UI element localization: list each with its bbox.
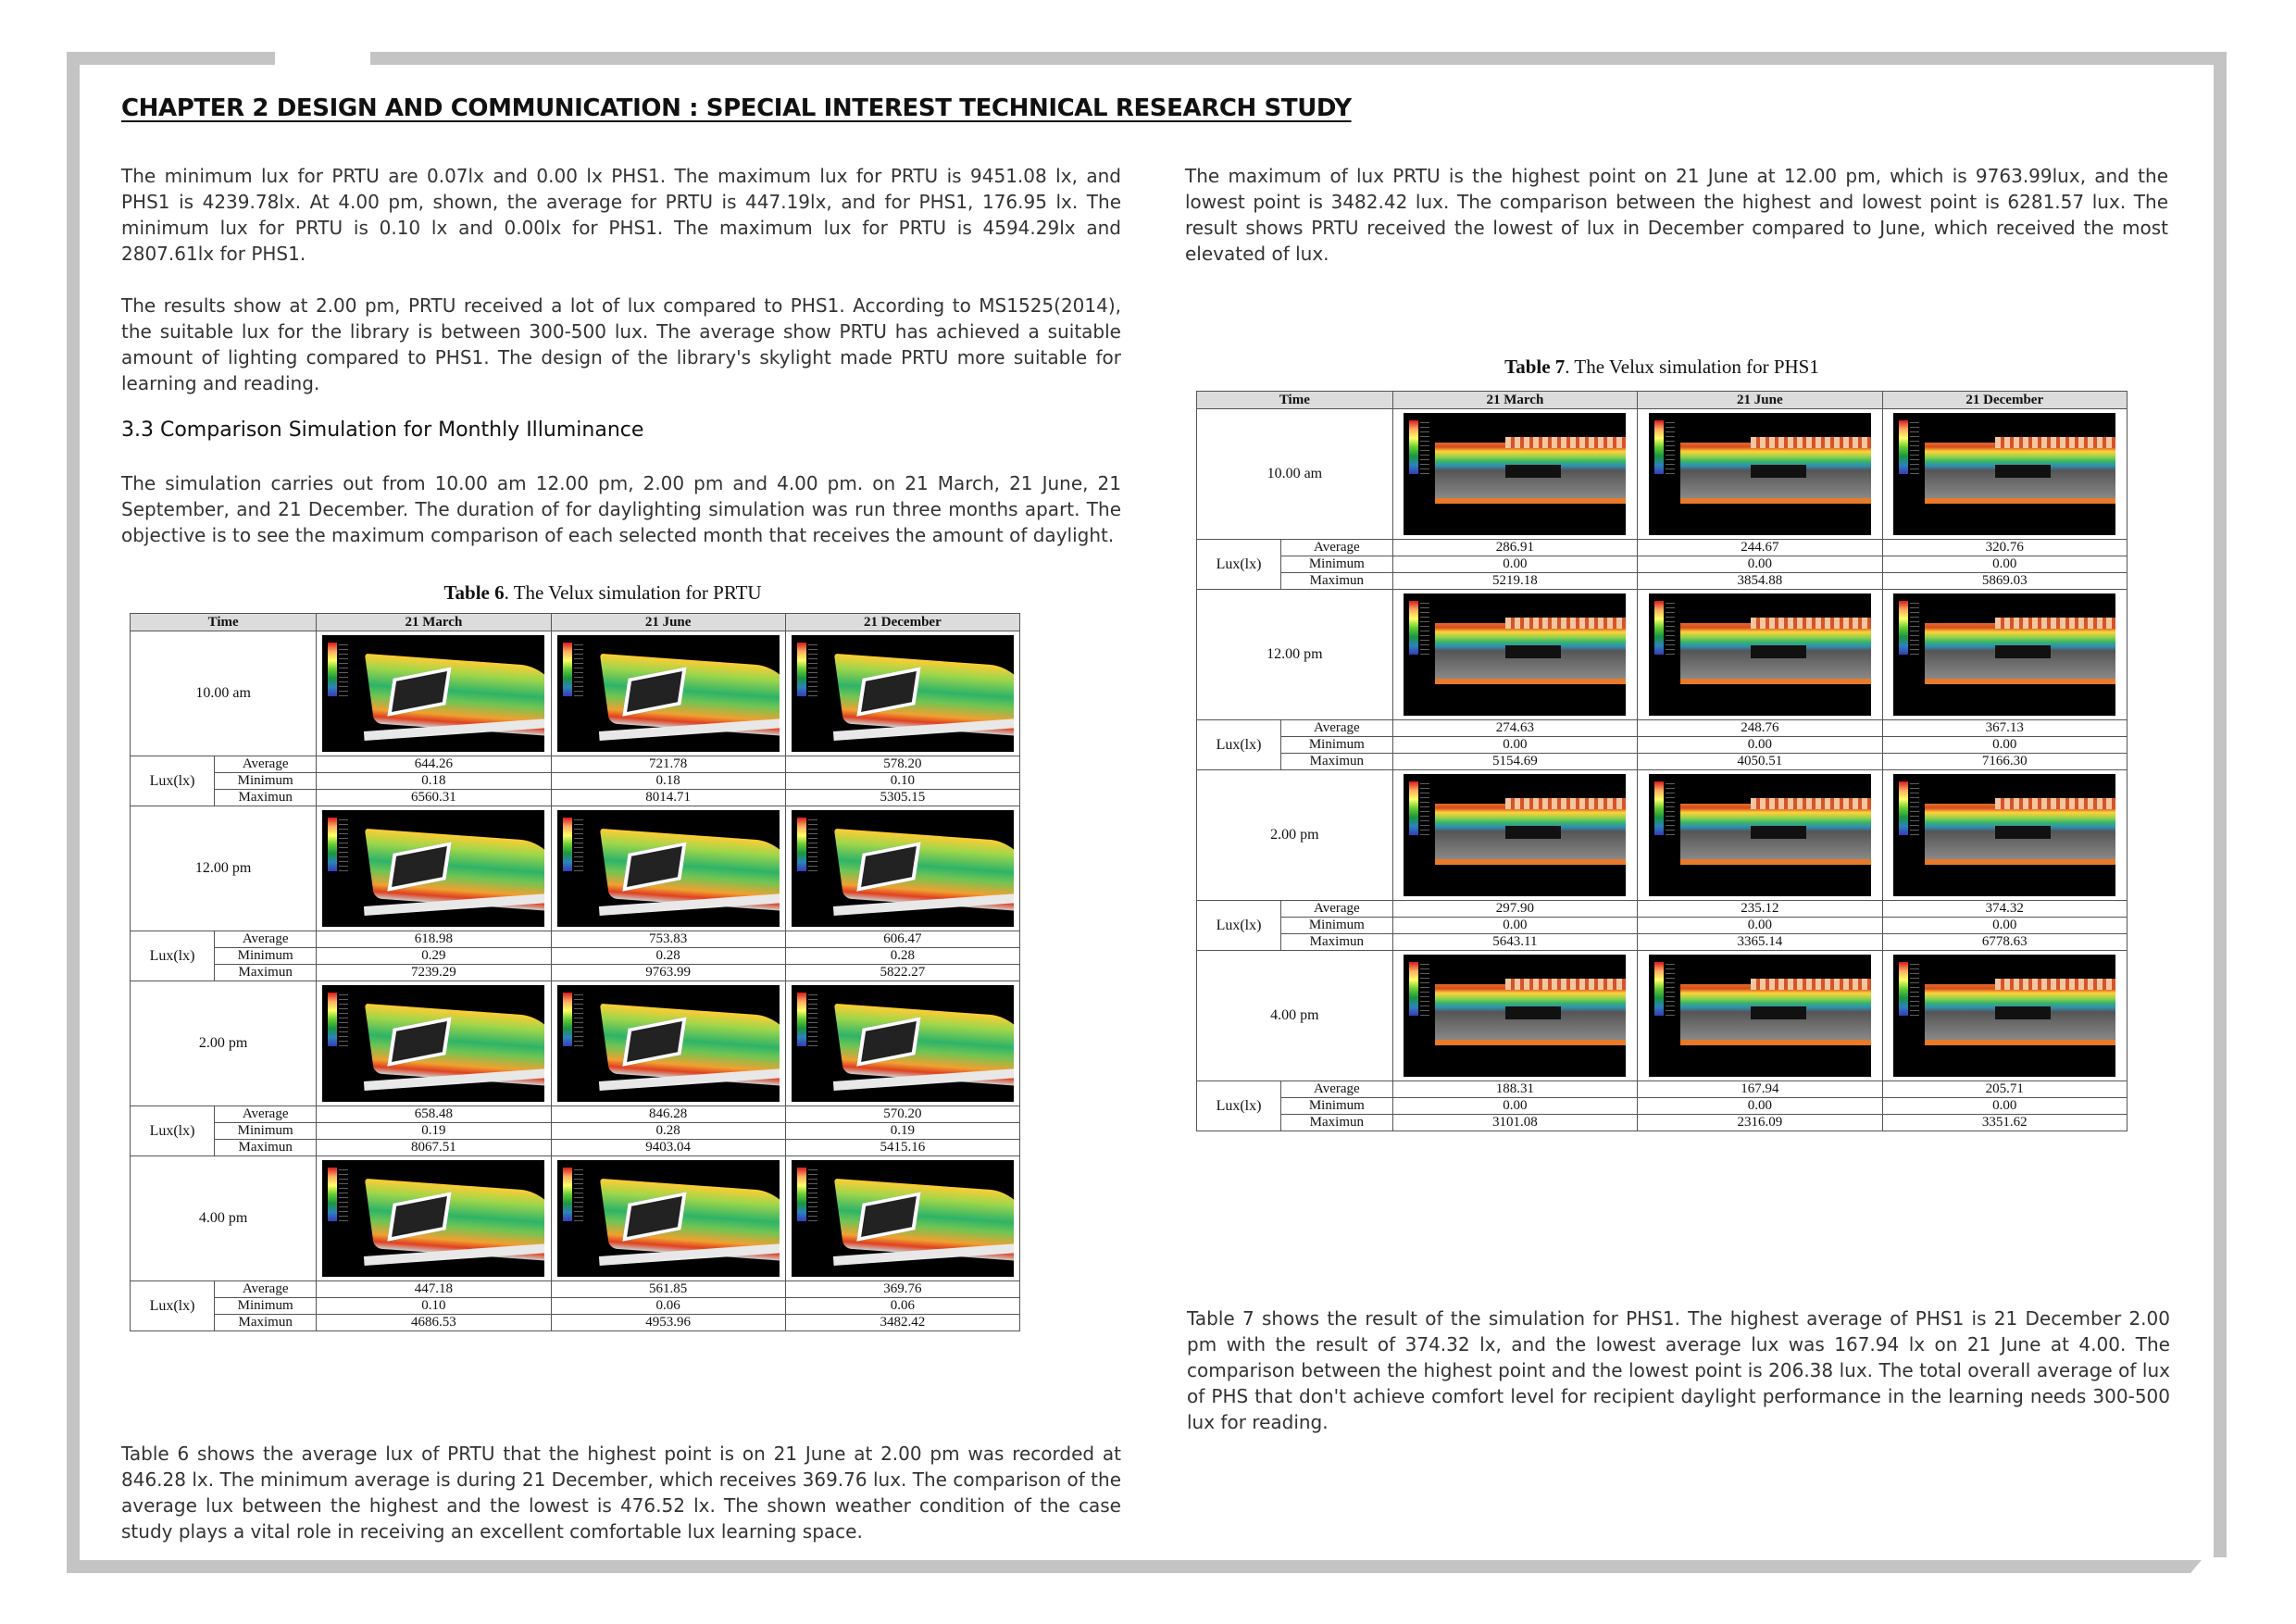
lux-value-cell: 3351.62 xyxy=(1882,1115,2127,1131)
stat-label: Average xyxy=(215,1106,317,1123)
stat-label: Maximun xyxy=(1281,754,1393,770)
time-cell: 12.00 pm xyxy=(131,806,317,931)
time-row xyxy=(1197,770,2128,901)
simulation-image-cell xyxy=(1638,590,1882,720)
lux-value-cell: 320.76 xyxy=(1882,540,2127,556)
table7-caption xyxy=(1196,356,2128,379)
lux-value-cell: 644.26 xyxy=(317,756,551,773)
lux-value-cell: 0.10 xyxy=(785,773,1019,790)
lux-value-cell: 5643.11 xyxy=(1392,934,1637,951)
time-row xyxy=(131,631,1020,756)
lux-value-cell: 447.18 xyxy=(317,1281,551,1298)
stat-row xyxy=(1197,901,2128,918)
time-cell: 2.00 pm xyxy=(131,981,317,1106)
simulation-image-cell xyxy=(1882,590,2127,720)
lux-value-cell: 9763.99 xyxy=(551,965,785,981)
lux-value-cell: 9403.04 xyxy=(551,1140,785,1156)
table6-caption xyxy=(130,581,1076,605)
page-frame-bottom xyxy=(67,1560,2227,1573)
stat-row xyxy=(1197,720,2128,737)
simulation-image-cell xyxy=(785,631,1019,756)
column-header: 21 December xyxy=(1882,392,2127,409)
stat-row xyxy=(131,1123,1020,1140)
page-frame-left xyxy=(67,52,80,1573)
stat-row xyxy=(1197,737,2128,754)
stat-row xyxy=(1197,754,2128,770)
page-frame-right xyxy=(2214,52,2227,1573)
lux-value-cell: 5869.03 xyxy=(1882,573,2127,590)
lux-value-cell: 4953.96 xyxy=(551,1315,785,1331)
column-header: 21 June xyxy=(1638,392,1882,409)
stat-row xyxy=(131,931,1020,948)
lux-value-cell: 2316.09 xyxy=(1638,1115,1882,1131)
simulation-image xyxy=(322,1160,544,1277)
simulation-image xyxy=(322,985,544,1102)
lux-value-cell: 0.00 xyxy=(1392,1098,1637,1115)
simulation-image-cell xyxy=(551,631,785,756)
lux-label: Lux(lx) xyxy=(131,756,215,806)
lux-value-cell: 0.00 xyxy=(1882,1098,2127,1115)
lux-value-cell: 3854.88 xyxy=(1638,573,1882,590)
time-row xyxy=(1197,951,2128,1081)
lux-value-cell: 606.47 xyxy=(785,931,1019,948)
stat-row xyxy=(1197,1081,2128,1098)
table6-caption-text: . The Velux simulation for PRTU xyxy=(504,581,762,604)
column-header: 21 December xyxy=(785,614,1019,631)
column-header: Time xyxy=(131,614,317,631)
stat-row xyxy=(1197,556,2128,573)
stat-row xyxy=(131,1298,1020,1315)
stat-label: Minimum xyxy=(1281,1098,1393,1115)
lux-value-cell: 374.32 xyxy=(1882,901,2127,918)
lux-label: Lux(lx) xyxy=(131,931,215,981)
simulation-image-cell xyxy=(317,631,551,756)
simulation-image-cell xyxy=(1882,409,2127,540)
simulation-image xyxy=(792,810,1014,927)
lux-value-cell: 3365.14 xyxy=(1638,934,1882,951)
lux-value-cell: 0.18 xyxy=(317,773,551,790)
paragraph-simulation: The simulation carries out from 10.00 am 12.00 pm, 2.00 pm and 4.00 pm. on 21 March, 21 June, 21 September, and 21 December. The duration of for daylighting simulation was run three months apart. The objective is to see the maximum comparison of each selected month that receives the amount of daylight. xyxy=(121,472,1121,546)
lux-value-cell: 0.00 xyxy=(1638,556,1882,573)
simulation-image xyxy=(1893,413,2115,535)
simulation-image xyxy=(1649,774,1871,896)
simulation-image-cell xyxy=(785,981,1019,1106)
time-row xyxy=(131,806,1020,931)
simulation-image xyxy=(1893,955,2115,1077)
simulation-image xyxy=(322,635,544,752)
simulation-image xyxy=(1893,774,2115,896)
table7-caption-label: Table 7 xyxy=(1504,356,1566,378)
table7-caption-text: . The Velux simulation for PHS1 xyxy=(1565,356,1819,378)
lux-value-cell: 753.83 xyxy=(551,931,785,948)
column-header: 21 June xyxy=(551,614,785,631)
lux-value-cell: 297.90 xyxy=(1392,901,1637,918)
stat-row xyxy=(1197,1098,2128,1115)
simulation-image-cell xyxy=(551,981,785,1106)
stat-label: Minimum xyxy=(215,773,317,790)
lux-value-cell: 4050.51 xyxy=(1638,754,1882,770)
lux-value-cell: 0.28 xyxy=(785,948,1019,965)
stat-row xyxy=(1197,934,2128,951)
lux-value-cell: 5305.15 xyxy=(785,790,1019,806)
lux-value-cell: 0.28 xyxy=(551,948,785,965)
lux-value-cell: 5154.69 xyxy=(1392,754,1637,770)
simulation-image-cell xyxy=(1392,770,1637,901)
lux-label: Lux(lx) xyxy=(1197,720,1281,770)
simulation-image xyxy=(1404,774,1626,896)
simulation-image xyxy=(1649,593,1871,716)
page-frame-top-right xyxy=(370,52,2227,65)
time-cell: 10.00 am xyxy=(131,631,317,756)
lux-value-cell: 7239.29 xyxy=(317,965,551,981)
stat-label: Maximun xyxy=(1281,934,1393,951)
lux-value-cell: 367.13 xyxy=(1882,720,2127,737)
table6-prtu xyxy=(130,613,1020,1331)
lux-value-cell: 5415.16 xyxy=(785,1140,1019,1156)
simulation-image-cell xyxy=(1392,409,1637,540)
time-cell: 10.00 am xyxy=(1197,409,1393,540)
simulation-image-cell xyxy=(1392,951,1637,1081)
stat-row xyxy=(1197,918,2128,934)
paragraph-table7-summary: Table 7 shows the result of the simulation for PHS1. The highest average of PHS1 is 21 December 2.00 pm with the result of 374.32 lx, and the lowest average lux was 167.94 lx on 21 June at 4.00. The comparison between the highest point and the lowest point is 206.38 lux. The total overall average of lux of PHS that don't achieve comfort level for recipient daylight performance in the learning needs 300-500 lux for reading. xyxy=(1187,1307,2170,1433)
lux-value-cell: 7166.30 xyxy=(1882,754,2127,770)
column-header: 21 March xyxy=(1392,392,1637,409)
table7-phs1 xyxy=(1196,391,2128,1131)
stat-label: Average xyxy=(215,756,317,773)
lux-value-cell: 369.76 xyxy=(785,1281,1019,1298)
stat-row xyxy=(131,790,1020,806)
lux-value-cell: 0.29 xyxy=(317,948,551,965)
lux-value-cell: 235.12 xyxy=(1638,901,1882,918)
simulation-image xyxy=(1893,593,2115,716)
simulation-image-cell xyxy=(1392,590,1637,720)
stat-row xyxy=(131,1140,1020,1156)
page-frame-top-left xyxy=(67,52,275,65)
lux-value-cell: 0.00 xyxy=(1882,737,2127,754)
stat-label: Average xyxy=(1281,1081,1393,1098)
lux-value-cell: 0.00 xyxy=(1882,918,2127,934)
stat-label: Average xyxy=(1281,901,1393,918)
simulation-image-cell xyxy=(551,806,785,931)
chapter-title: CHAPTER 2 DESIGN AND COMMUNICATION : SPECIAL INTEREST TECHNICAL RESEARCH STUDY xyxy=(121,94,1352,122)
time-row xyxy=(1197,409,2128,540)
lux-value-cell: 286.91 xyxy=(1392,540,1637,556)
simulation-image xyxy=(557,985,780,1102)
lux-value-cell: 0.19 xyxy=(785,1123,1019,1140)
lux-value-cell: 5822.27 xyxy=(785,965,1019,981)
lux-value-cell: 0.00 xyxy=(1392,737,1637,754)
simulation-image xyxy=(1404,593,1626,716)
simulation-image-cell xyxy=(1638,409,1882,540)
simulation-image-cell xyxy=(785,1156,1019,1281)
time-cell: 12.00 pm xyxy=(1197,590,1393,720)
lux-value-cell: 3482.42 xyxy=(785,1315,1019,1331)
simulation-image xyxy=(557,810,780,927)
lux-value-cell: 0.00 xyxy=(1638,737,1882,754)
stat-label: Average xyxy=(1281,540,1393,556)
lux-value-cell: 0.00 xyxy=(1882,556,2127,573)
lux-label: Lux(lx) xyxy=(1197,1081,1281,1131)
simulation-image xyxy=(557,635,780,752)
simulation-image-cell xyxy=(317,1156,551,1281)
lux-value-cell: 0.06 xyxy=(785,1298,1019,1315)
simulation-image xyxy=(1649,413,1871,535)
simulation-image-cell xyxy=(317,981,551,1106)
stat-label: Minimum xyxy=(1281,918,1393,934)
stat-row xyxy=(1197,573,2128,590)
time-row xyxy=(131,981,1020,1106)
simulation-image xyxy=(792,635,1014,752)
stat-label: Maximun xyxy=(1281,573,1393,590)
lux-value-cell: 570.20 xyxy=(785,1106,1019,1123)
lux-value-cell: 658.48 xyxy=(317,1106,551,1123)
lux-value-cell: 8067.51 xyxy=(317,1140,551,1156)
stat-label: Minimum xyxy=(215,1123,317,1140)
stat-row xyxy=(131,948,1020,965)
lux-value-cell: 5219.18 xyxy=(1392,573,1637,590)
lux-value-cell: 0.18 xyxy=(551,773,785,790)
lux-value-cell: 188.31 xyxy=(1392,1081,1637,1098)
stat-label: Maximun xyxy=(215,1315,317,1331)
lux-value-cell: 244.67 xyxy=(1638,540,1882,556)
lux-value-cell: 0.00 xyxy=(1392,556,1637,573)
simulation-image xyxy=(1404,413,1626,535)
simulation-image xyxy=(792,985,1014,1102)
column-header: Time xyxy=(1197,392,1393,409)
stat-row xyxy=(1197,1115,2128,1131)
lux-value-cell: 561.85 xyxy=(551,1281,785,1298)
lux-value-cell: 0.28 xyxy=(551,1123,785,1140)
lux-label: Lux(lx) xyxy=(131,1106,215,1156)
simulation-image-cell xyxy=(1882,770,2127,901)
simulation-image-cell xyxy=(1882,951,2127,1081)
stat-label: Maximun xyxy=(215,790,317,806)
stat-row xyxy=(131,773,1020,790)
lux-value-cell: 0.06 xyxy=(551,1298,785,1315)
lux-value-cell: 4686.53 xyxy=(317,1315,551,1331)
stat-row xyxy=(131,1315,1020,1331)
simulation-image-cell xyxy=(785,806,1019,931)
lux-value-cell: 248.76 xyxy=(1638,720,1882,737)
stat-label: Maximun xyxy=(215,1140,317,1156)
lux-value-cell: 0.00 xyxy=(1638,1098,1882,1115)
lux-value-cell: 618.98 xyxy=(317,931,551,948)
stat-label: Minimum xyxy=(1281,737,1393,754)
stat-label: Minimum xyxy=(215,1298,317,1315)
lux-value-cell: 6560.31 xyxy=(317,790,551,806)
simulation-image-cell xyxy=(1638,770,1882,901)
time-cell: 4.00 pm xyxy=(1197,951,1393,1081)
lux-value-cell: 846.28 xyxy=(551,1106,785,1123)
lux-value-cell: 721.78 xyxy=(551,756,785,773)
lux-value-cell: 274.63 xyxy=(1392,720,1637,737)
section-heading: 3.3 Comparison Simulation for Monthly Illuminance xyxy=(121,418,644,442)
stat-label: Average xyxy=(215,931,317,948)
time-row xyxy=(131,1156,1020,1281)
stat-row xyxy=(131,965,1020,981)
time-cell: 2.00 pm xyxy=(1197,770,1393,901)
lux-value-cell: 3101.08 xyxy=(1392,1115,1637,1131)
simulation-image-cell xyxy=(317,806,551,931)
simulation-image xyxy=(792,1160,1014,1277)
lux-value-cell: 0.00 xyxy=(1638,918,1882,934)
lux-value-cell: 578.20 xyxy=(785,756,1019,773)
stat-label: Average xyxy=(215,1281,317,1298)
lux-value-cell: 167.94 xyxy=(1638,1081,1882,1098)
stat-row xyxy=(131,1106,1020,1123)
stat-row xyxy=(131,756,1020,773)
lux-value-cell: 6778.63 xyxy=(1882,934,2127,951)
lux-label: Lux(lx) xyxy=(1197,540,1281,590)
simulation-image xyxy=(1649,955,1871,1077)
paragraph-maximum-lux: The maximum of lux PRTU is the highest point on 21 June at 12.00 pm, which is 9763.99lux, and the lowest point is 3482.42 lux. The comparison between the highest and lowest point is 6281.57 lux. The result shows PRTU received the lowest of lux in December compared to June, which received the most elevated of lux. xyxy=(1185,165,2168,265)
simulation-image xyxy=(1404,955,1626,1077)
paragraph-results: The results show at 2.00 pm, PRTU received a lot of lux compared to PHS1. According to MS1525(2014), the suitable lux for the library is between 300-500 lux. The average show PRTU has achieved a suitable amount of lighting compared to PHS1. The design of the library's skylight made PRTU more suitable for learning and reading. xyxy=(121,294,1121,394)
lux-label: Lux(lx) xyxy=(131,1281,215,1331)
stat-label: Minimum xyxy=(215,948,317,965)
lux-value-cell: 8014.71 xyxy=(551,790,785,806)
stat-label: Maximun xyxy=(215,965,317,981)
paragraph-table6-summary: Table 6 shows the average lux of PRTU that the highest point is on 21 June at 2.00 pm was recorded at 846.28 lx. The minimum average is during 21 December, which receives 369.76 lux. The comparison of the average lux between the highest and the lowest is 476.52 lx. The shown weather condition of the case study plays a vital role in receiving an excellent comfortable lux learning space. xyxy=(121,1443,1121,1543)
table6-caption-label: Table 6 xyxy=(443,581,505,604)
lux-value-cell: 205.71 xyxy=(1882,1081,2127,1098)
lux-value-cell: 0.00 xyxy=(1392,918,1637,934)
lux-value-cell: 0.10 xyxy=(317,1298,551,1315)
time-row xyxy=(1197,590,2128,720)
simulation-image-cell xyxy=(551,1156,785,1281)
column-header: 21 March xyxy=(317,614,551,631)
stat-label: Maximun xyxy=(1281,1115,1393,1131)
time-cell: 4.00 pm xyxy=(131,1156,317,1281)
simulation-image xyxy=(557,1160,780,1277)
paragraph-minimum-lux: The minimum lux for PRTU are 0.07lx and 0.00 lx PHS1. The maximum lux for PRTU is 9451.08 lx, and PHS1 is 4239.78lx. At 4.00 pm, shown, the average for PRTU is 447.19lx, and for PHS1, 176.95 lx. The minimum lux for PRTU is 0.10 lx and 0.00lx for PHS1. The maximum lux for PRTU is 4594.29lx and 2807.61lx for PHS1. xyxy=(121,165,1121,265)
lux-value-cell: 0.19 xyxy=(317,1123,551,1140)
lux-label: Lux(lx) xyxy=(1197,901,1281,951)
simulation-image xyxy=(322,810,544,927)
stat-row xyxy=(1197,540,2128,556)
stat-row xyxy=(131,1281,1020,1298)
simulation-image-cell xyxy=(1638,951,1882,1081)
stat-label: Average xyxy=(1281,720,1393,737)
stat-label: Minimum xyxy=(1281,556,1393,573)
